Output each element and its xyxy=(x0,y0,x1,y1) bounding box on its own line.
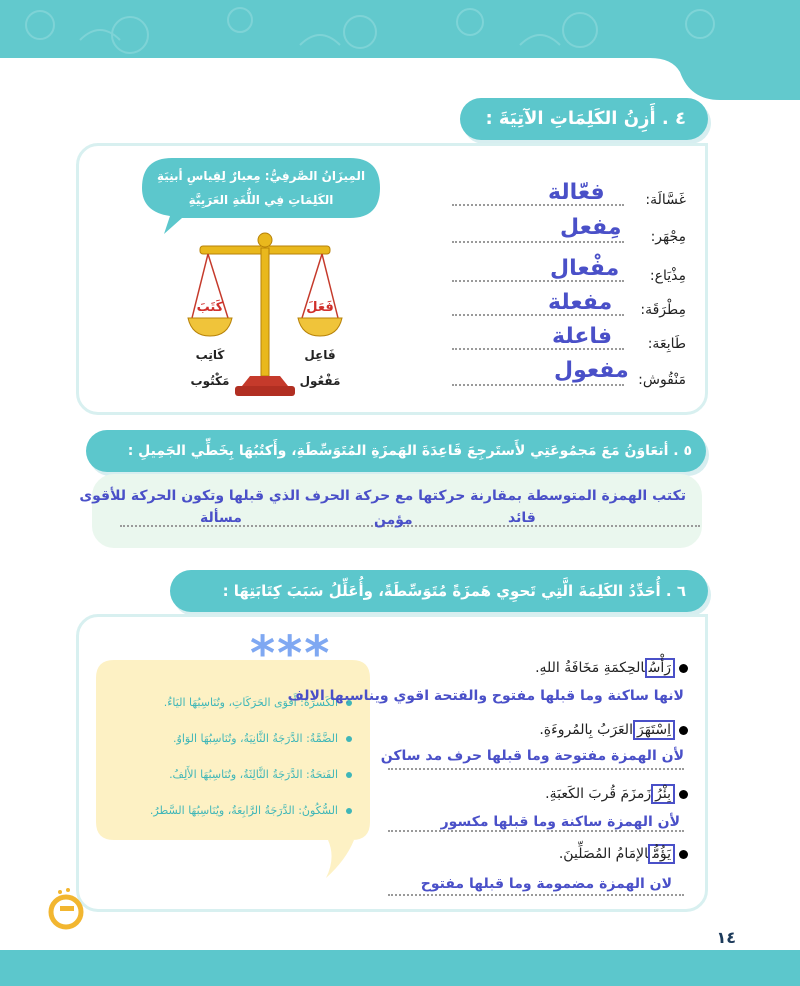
section5-rule: تكتب الهمزة المتوسطة بمقارنة حركتها مع حركة الحرف الذي قبلها وتكون الحركة للأقوى xyxy=(79,488,686,504)
note-bullet xyxy=(346,736,352,742)
scale-right-under-2: مَفْعُول xyxy=(299,374,341,388)
scale-left-under-2: مَكْتُوب xyxy=(190,374,230,388)
scale-left-pan-word: كَتَبَ xyxy=(196,300,224,315)
weigh-answer: مفعول xyxy=(554,358,629,383)
weigh-word: مِجْهَر: xyxy=(650,229,686,245)
section5-header xyxy=(86,430,706,472)
sentence-3-key: بِئْرُ xyxy=(651,784,675,804)
answer-line xyxy=(452,384,624,386)
section6-title: ٦ . أُحَدِّدُ الكَلِمَةَ الَّتِي تَحوِي هَمزَةً مُتَوَسِّطَةً، وأُعَلِّلُ سَبَبَ كِتَابَتِهَا : xyxy=(222,582,686,600)
bubble-line-2: الكَلِمَاتِ فِي اللُّغَةِ العَرَبِيَّةِ xyxy=(188,193,334,207)
weigh-row-6 xyxy=(452,358,686,396)
bullet-icon xyxy=(679,790,688,799)
sentence-2-rest: العَرَبُ بِالمُروءَةِ. xyxy=(539,722,633,738)
sentence-2 xyxy=(539,722,688,738)
note-text: الضَّمَّةُ: الدَّرَجَةُ الثَّانِيَةُ، وتُنَاسِبُهَا الوَاوُ. xyxy=(173,732,338,745)
notes-card xyxy=(96,660,370,840)
note-text: الكَسرَةُ: أَقوَى الحَرَكَاتِ، وتُنَاسِبُهَا اليَاءُ. xyxy=(163,696,338,709)
weigh-row-1 xyxy=(452,180,686,216)
section5-panel xyxy=(92,474,702,548)
answer-1: لانها ساكنة وما قبلها مفتوح والفتحة اقوي ويناسبها الالف xyxy=(287,688,684,704)
page-number: ١٤ xyxy=(716,928,736,947)
sentence-1-rest: الحِكمَةِ مَخَافَةُ اللهِ. xyxy=(535,660,645,676)
note-sukun xyxy=(150,804,352,817)
example-qaid: قائد xyxy=(508,510,536,526)
answer-3: لأن الهمزة ساكنة وما قبلها مكسور xyxy=(440,814,680,830)
weigh-row-2 xyxy=(452,215,686,253)
footer-band xyxy=(0,950,800,986)
weigh-answer: فعّالة xyxy=(548,180,605,205)
answer-2: لأن الهمزة مفتوحة وما قبلها حرف مد ساكن xyxy=(380,748,684,764)
weigh-answer: فاعلة xyxy=(552,324,613,349)
section5-title: ٥ . أتعَاوَنُ مَعَ مَجمُوعَتِي لأَستَرجِعَ قَاعِدَةَ الهَمزَةِ المُتَوَسِّطَةِ، وأَكتُبُهَا بِخَطِّي الجَمِيلِ : xyxy=(127,443,692,459)
weigh-word: مِذْيَاع: xyxy=(649,268,686,284)
weigh-answer: مفعلة xyxy=(548,290,613,315)
sentence-1-key: رَأْسُ xyxy=(645,658,675,678)
scale-left-under-1: كَاتِب xyxy=(195,348,225,362)
note-bullet xyxy=(346,772,352,778)
answer-3-line xyxy=(388,830,684,832)
section4-header xyxy=(460,98,708,140)
balance-scale xyxy=(180,228,350,403)
scale-right-pan-word: فَعَلَ xyxy=(306,300,334,315)
note-bullet xyxy=(346,808,352,814)
definition-bubble xyxy=(142,158,380,222)
section6-header xyxy=(170,570,708,612)
bullet-icon xyxy=(679,664,688,673)
note-text: الفَتحَةُ: الدَّرَجَةُ الثَّالِثَةُ، وتُنَاسِبُهَا الأَلِفُ. xyxy=(169,768,338,781)
header-band xyxy=(0,0,800,100)
weigh-word: مِطْرَقَة: xyxy=(640,302,686,318)
note-fatha xyxy=(169,768,352,781)
answer-4-line xyxy=(388,894,684,896)
bullet-icon xyxy=(679,850,688,859)
sentence-4-key: يَؤُمُّ xyxy=(648,844,675,864)
stars-decoration: *** xyxy=(250,626,332,682)
weigh-row-4 xyxy=(452,290,686,326)
sentence-2-key: اِسْتَهَرَ xyxy=(633,720,675,740)
sentence-1 xyxy=(535,660,688,676)
weigh-row-5 xyxy=(452,324,686,360)
bubble-line-1: المِيزَانُ الصَّرفِيُّ: مِعيارٌ لِقِياسِ أبنِيَةِ xyxy=(156,169,366,183)
scale-right-under-1: فَاعِل xyxy=(304,348,336,362)
section4-title: ٤ . أَزِنُ الكَلِمَاتِ الآتِيَةَ : xyxy=(485,108,686,129)
answer-4: لان الهمزة مضمومة وما قبلها مفتوح xyxy=(420,876,672,892)
header-decoration xyxy=(0,0,800,100)
weigh-word: غَسَّالَة: xyxy=(645,192,686,208)
weigh-word: مَنْقُوش: xyxy=(638,372,686,388)
note-text: السُّكُونُ: الدَّرَجَةُ الرَّابِعَةُ، ويُنَاسِبُهَا السَّطرُ. xyxy=(149,804,338,817)
example-masala: مسألة xyxy=(200,510,242,526)
weigh-word: طَابِعَة: xyxy=(647,336,686,352)
sentence-4 xyxy=(559,846,688,862)
sentence-4-rest: الإمَامُ المُصَلِّينَ. xyxy=(558,846,649,862)
answer-line xyxy=(452,241,624,243)
sentence-3-rest: زَمزَمَ قُربَ الكَعبَةِ. xyxy=(545,786,652,802)
note-damma xyxy=(173,732,352,745)
weigh-answer: مفْعال xyxy=(550,256,620,281)
weigh-answer: مِفعل xyxy=(560,215,622,240)
answer-2-line xyxy=(388,768,684,770)
publisher-logo xyxy=(46,886,86,930)
sentence-3 xyxy=(545,786,688,802)
logo-icon xyxy=(46,886,86,930)
example-moumin: مؤمن xyxy=(374,512,413,528)
weigh-row-3 xyxy=(452,256,686,292)
bullet-icon xyxy=(679,726,688,735)
